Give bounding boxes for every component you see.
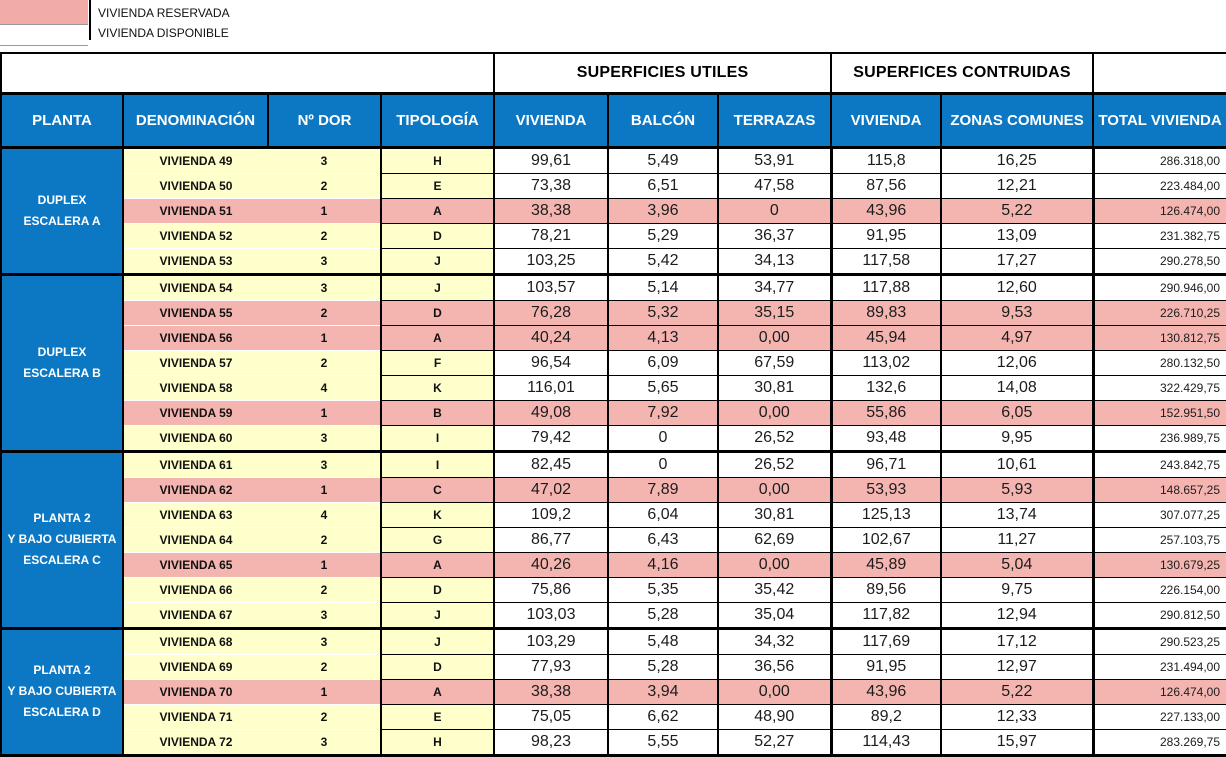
cell-vivc: 115,8 [831,147,941,173]
table-row [1,527,1226,552]
cell-bal: 5,29 [608,223,718,248]
cell-den: VIVIENDA 64 [123,527,268,552]
cell-vivc: 87,56 [831,173,941,198]
cell-total: 283.269,75 [1093,729,1226,755]
cell-viv: 40,26 [494,552,608,577]
cell-zc: 12,33 [941,704,1093,729]
table-row [1,147,1226,173]
column-header-total-vivienda: TOTAL VIVIENDA [1093,93,1226,147]
section-header-superficies-construidas: SUPERFICES CONTRUIDAS [831,53,1093,93]
cell-bal: 5,49 [608,147,718,173]
cell-viv: 47,02 [494,477,608,502]
table-row [1,729,1226,755]
cell-total: 223.484,00 [1093,173,1226,198]
cell-vivc: 53,93 [831,477,941,502]
cell-ter: 30,81 [718,502,831,527]
cell-total: 322.429,75 [1093,375,1226,400]
cell-bal: 7,89 [608,477,718,502]
cell-bal: 3,94 [608,679,718,704]
cell-den: VIVIENDA 55 [123,300,268,325]
cell-bal: 5,65 [608,375,718,400]
cell-tip: D [381,577,494,602]
cell-ter: 62,69 [718,527,831,552]
cell-viv: 79,42 [494,425,608,451]
cell-tip: H [381,147,494,173]
cell-den: VIVIENDA 51 [123,198,268,223]
cell-den: VIVIENDA 56 [123,325,268,350]
cell-total: 231.382,75 [1093,223,1226,248]
cell-total: 226.154,00 [1093,577,1226,602]
cell-total: 130.812,75 [1093,325,1226,350]
cell-dor: 1 [268,325,381,350]
cell-ter: 0,00 [718,400,831,425]
cell-den: VIVIENDA 70 [123,679,268,704]
cell-dor: 3 [268,628,381,654]
cell-dor: 4 [268,502,381,527]
cell-total: 126.474,00 [1093,198,1226,223]
cell-dor: 2 [268,350,381,375]
cell-tip: J [381,628,494,654]
cell-tip: K [381,375,494,400]
table-row [1,300,1226,325]
planta-group-cell [1,147,123,274]
cell-dor: 3 [268,425,381,451]
planta-group-cell [1,451,123,628]
cell-dor: 3 [268,602,381,628]
column-header-balcon: BALCÓN [608,93,718,147]
cell-total: 126.474,00 [1093,679,1226,704]
cell-zc: 12,06 [941,350,1093,375]
cell-zc: 6,05 [941,400,1093,425]
cell-vivc: 96,71 [831,451,941,477]
cell-total: 290.278,50 [1093,248,1226,274]
cell-den: VIVIENDA 62 [123,477,268,502]
cell-viv: 77,93 [494,654,608,679]
cell-dor: 1 [268,477,381,502]
cell-den: VIVIENDA 61 [123,451,268,477]
cell-viv: 82,45 [494,451,608,477]
cell-zc: 9,95 [941,425,1093,451]
cell-viv: 73,38 [494,173,608,198]
cell-bal: 4,13 [608,325,718,350]
cell-tip: A [381,679,494,704]
cell-den: VIVIENDA 54 [123,274,268,300]
cell-vivc: 45,89 [831,552,941,577]
cell-tip: A [381,552,494,577]
cell-ter: 48,90 [718,704,831,729]
section-header-row [1,53,1226,93]
table-row [1,602,1226,628]
cell-total: 280.132,50 [1093,350,1226,375]
cell-den: VIVIENDA 71 [123,704,268,729]
blank-corner [1,53,494,93]
table-row [1,451,1226,477]
cell-ter: 0 [718,198,831,223]
cell-total: 290.946,00 [1093,274,1226,300]
cell-den: VIVIENDA 65 [123,552,268,577]
planta-group-cell [1,274,123,451]
cell-den: VIVIENDA 63 [123,502,268,527]
cell-total: 152.951,50 [1093,400,1226,425]
cell-zc: 5,04 [941,552,1093,577]
cell-vivc: 91,95 [831,223,941,248]
cell-vivc: 125,13 [831,502,941,527]
cell-bal: 0 [608,425,718,451]
cell-total: 226.710,25 [1093,300,1226,325]
cell-zc: 17,12 [941,628,1093,654]
cell-tip: D [381,654,494,679]
column-header-tipologia: TIPOLOGÍA [381,93,494,147]
cell-vivc: 89,56 [831,577,941,602]
table-row [1,552,1226,577]
cell-bal: 5,35 [608,577,718,602]
section-header-superficies-utiles: SUPERFICIES UTILES [494,53,831,93]
cell-ter: 36,37 [718,223,831,248]
cell-tip: H [381,729,494,755]
cell-bal: 0 [608,451,718,477]
cell-vivc: 45,94 [831,325,941,350]
cell-viv: 98,23 [494,729,608,755]
cell-vivc: 102,67 [831,527,941,552]
cell-zc: 12,21 [941,173,1093,198]
cell-ter: 34,77 [718,274,831,300]
cell-zc: 12,97 [941,654,1093,679]
table-row [1,477,1226,502]
cell-zc: 9,75 [941,577,1093,602]
cell-den: VIVIENDA 68 [123,628,268,654]
cell-vivc: 43,96 [831,198,941,223]
table-row [1,502,1226,527]
blank-corner-right [1093,53,1226,93]
cell-den: VIVIENDA 50 [123,173,268,198]
cell-viv: 99,61 [494,147,608,173]
column-header-vivienda-construida: VIVIENDA [831,93,941,147]
cell-zc: 10,61 [941,451,1093,477]
cell-total: 231.494,00 [1093,654,1226,679]
cell-tip: J [381,274,494,300]
cell-ter: 0,00 [718,679,831,704]
cell-viv: 75,86 [494,577,608,602]
cell-bal: 5,28 [608,654,718,679]
cell-tip: A [381,325,494,350]
cell-den: VIVIENDA 67 [123,602,268,628]
cell-vivc: 91,95 [831,654,941,679]
cell-den: VIVIENDA 52 [123,223,268,248]
cell-tip: D [381,223,494,248]
cell-tip: A [381,198,494,223]
column-header-planta: PLANTA [1,93,123,147]
cell-den: VIVIENDA 59 [123,400,268,425]
cell-ter: 0,00 [718,552,831,577]
cell-viv: 76,28 [494,300,608,325]
legend-available-label: VIVIENDA DISPONIBLE [98,26,229,40]
cell-ter: 34,32 [718,628,831,654]
table-row [1,375,1226,400]
cell-vivc: 132,6 [831,375,941,400]
cell-ter: 47,58 [718,173,831,198]
cell-bal: 4,16 [608,552,718,577]
cell-dor: 3 [268,451,381,477]
cell-bal: 3,96 [608,198,718,223]
cell-dor: 2 [268,527,381,552]
cell-ter: 35,42 [718,577,831,602]
cell-vivc: 117,69 [831,628,941,654]
cell-tip: I [381,451,494,477]
cell-zc: 16,25 [941,147,1093,173]
planta-group-label-line: ESCALERA D [23,705,101,720]
table-row [1,679,1226,704]
cell-total: 227.133,00 [1093,704,1226,729]
table-row [1,248,1226,274]
cell-dor: 2 [268,704,381,729]
cell-dor: 3 [268,274,381,300]
cell-dor: 2 [268,300,381,325]
legend-divider [89,0,91,40]
cell-viv: 38,38 [494,679,608,704]
table-row [1,350,1226,375]
cell-tip: F [381,350,494,375]
cell-ter: 26,52 [718,451,831,477]
cell-zc: 5,22 [941,679,1093,704]
cell-dor: 2 [268,223,381,248]
cell-bal: 5,32 [608,300,718,325]
cell-zc: 14,08 [941,375,1093,400]
cell-den: VIVIENDA 58 [123,375,268,400]
cell-tip: K [381,502,494,527]
cell-zc: 13,74 [941,502,1093,527]
cell-bal: 7,92 [608,400,718,425]
cell-vivc: 117,88 [831,274,941,300]
cell-bal: 5,14 [608,274,718,300]
cell-bal: 5,55 [608,729,718,755]
cell-dor: 1 [268,552,381,577]
cell-tip: J [381,602,494,628]
table-row [1,425,1226,451]
table-body [1,147,1226,756]
cell-vivc: 114,43 [831,729,941,755]
cell-viv: 103,57 [494,274,608,300]
legend-reserved-swatch [0,0,88,25]
cell-tip: G [381,527,494,552]
cell-total: 243.842,75 [1093,451,1226,477]
cell-ter: 34,13 [718,248,831,274]
cell-viv: 103,29 [494,628,608,654]
cell-tip: C [381,477,494,502]
cell-den: VIVIENDA 49 [123,147,268,173]
cell-viv: 75,05 [494,704,608,729]
cell-ter: 35,04 [718,602,831,628]
cell-total: 130.679,25 [1093,552,1226,577]
cell-total: 290.812,50 [1093,602,1226,628]
table-row [1,577,1226,602]
cell-total: 307.077,25 [1093,502,1226,527]
table-row [1,325,1226,350]
planta-group-label-line: Y BAJO CUBIERTA [7,684,117,699]
table-row [1,400,1226,425]
cell-tip: J [381,248,494,274]
table-row [1,173,1226,198]
cell-bal: 5,28 [608,602,718,628]
cell-tip: E [381,704,494,729]
cell-dor: 2 [268,173,381,198]
cell-ter: 52,27 [718,729,831,755]
cell-ter: 35,15 [718,300,831,325]
cell-zc: 12,60 [941,274,1093,300]
planta-group-label-line: ESCALERA A [23,213,101,228]
cell-viv: 109,2 [494,502,608,527]
cell-dor: 1 [268,400,381,425]
table-row [1,274,1226,300]
cell-vivc: 117,58 [831,248,941,274]
planta-group-label-line: PLANTA 2 [33,511,91,526]
cell-bal: 6,09 [608,350,718,375]
cell-ter: 0,00 [718,325,831,350]
cell-viv: 78,21 [494,223,608,248]
column-header-zonas-comunes: ZONAS COMUNES [941,93,1093,147]
planta-group-label-line: DUPLEX [37,344,87,359]
cell-viv: 96,54 [494,350,608,375]
cell-vivc: 43,96 [831,679,941,704]
table-row [1,704,1226,729]
cell-viv: 103,03 [494,602,608,628]
cell-dor: 3 [268,729,381,755]
cell-zc: 5,93 [941,477,1093,502]
cell-viv: 49,08 [494,400,608,425]
cell-ter: 36,56 [718,654,831,679]
planta-group-label-line: ESCALERA B [23,365,101,380]
cell-vivc: 93,48 [831,425,941,451]
cell-dor: 1 [268,679,381,704]
cell-total: 257.103,75 [1093,527,1226,552]
cell-vivc: 89,83 [831,300,941,325]
column-header-vivienda-util: VIVIENDA [494,93,608,147]
cell-total: 290.523,25 [1093,628,1226,654]
cell-dor: 1 [268,198,381,223]
cell-ter: 0,00 [718,477,831,502]
cell-viv: 116,01 [494,375,608,400]
cell-bal: 6,43 [608,527,718,552]
cell-vivc: 113,02 [831,350,941,375]
cell-dor: 3 [268,248,381,274]
planta-group-label-line: DUPLEX [37,192,87,207]
cell-dor: 3 [268,147,381,173]
planta-group-label-line: Y BAJO CUBIERTA [7,532,117,547]
planta-group-label-line: PLANTA 2 [33,663,91,678]
cell-ter: 30,81 [718,375,831,400]
cell-zc: 5,22 [941,198,1093,223]
cell-viv: 86,77 [494,527,608,552]
cell-vivc: 89,2 [831,704,941,729]
viviendas-table [0,52,1226,757]
cell-dor: 2 [268,577,381,602]
cell-bal: 6,51 [608,173,718,198]
column-header-terrazas: TERRAZAS [718,93,831,147]
cell-ter: 53,91 [718,147,831,173]
cell-total: 148.657,25 [1093,477,1226,502]
cell-den: VIVIENDA 66 [123,577,268,602]
cell-viv: 38,38 [494,198,608,223]
cell-bal: 6,62 [608,704,718,729]
cell-zc: 13,09 [941,223,1093,248]
cell-zc: 11,27 [941,527,1093,552]
cell-dor: 4 [268,375,381,400]
cell-bal: 6,04 [608,502,718,527]
cell-tip: B [381,400,494,425]
cell-den: VIVIENDA 69 [123,654,268,679]
cell-total: 236.989,75 [1093,425,1226,451]
legend-available-swatch [0,25,88,46]
cell-ter: 67,59 [718,350,831,375]
cell-den: VIVIENDA 53 [123,248,268,274]
cell-dor: 2 [268,654,381,679]
cell-vivc: 117,82 [831,602,941,628]
cell-viv: 40,24 [494,325,608,350]
cell-bal: 5,48 [608,628,718,654]
cell-den: VIVIENDA 72 [123,729,268,755]
cell-tip: D [381,300,494,325]
cell-tip: I [381,425,494,451]
column-header-row [1,93,1226,147]
cell-bal: 5,42 [608,248,718,274]
legend [0,0,400,52]
legend-reserved-label: VIVIENDA RESERVADA [98,6,230,20]
planta-group-cell [1,628,123,755]
column-header-num-dor: Nº DOR [268,93,381,147]
cell-den: VIVIENDA 60 [123,425,268,451]
cell-viv: 103,25 [494,248,608,274]
cell-zc: 4,97 [941,325,1093,350]
cell-zc: 12,94 [941,602,1093,628]
cell-den: VIVIENDA 57 [123,350,268,375]
cell-ter: 26,52 [718,425,831,451]
column-header-denominacion: DENOMINACIÓN [123,93,268,147]
table-row [1,654,1226,679]
table-row [1,223,1226,248]
cell-zc: 15,97 [941,729,1093,755]
cell-tip: E [381,173,494,198]
planta-group-label-line: ESCALERA C [23,553,101,568]
table-row [1,628,1226,654]
cell-zc: 17,27 [941,248,1093,274]
cell-zc: 9,53 [941,300,1093,325]
cell-vivc: 55,86 [831,400,941,425]
cell-total: 286.318,00 [1093,147,1226,173]
table-row [1,198,1226,223]
